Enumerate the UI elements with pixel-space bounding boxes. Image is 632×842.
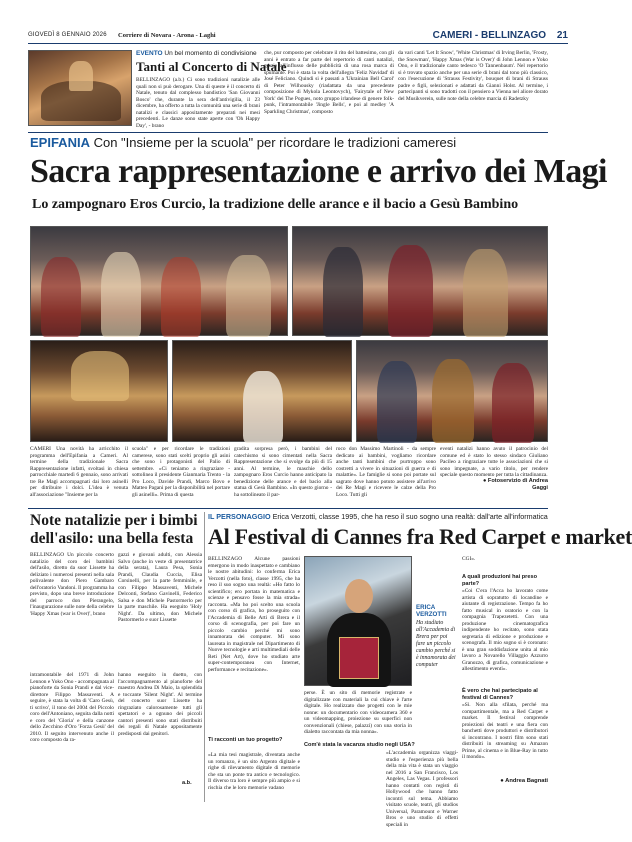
caption-name: ERICA VERZOTTI [416, 604, 447, 619]
nativity-photo-1 [30, 226, 288, 336]
cannes-col-3: «Coi C'era l'Acca ho lavorato come artista di sopratutto di locandine e aiutante di registrazione. Tempo fa ho fatto musical in oratorio e con la compagnia Trapezetetti. Con una produzione cinematografica indipendente ho recitato, sono stata segretaria di edizione e produzione e scenografa. Il mio sogno si è coronato: è una gran soddisfazione unita al mio lavoro a Novarello Villaggio Azzurro Granozzo, di grafica, comunicazione e allestimento eventi». [462, 588, 548, 672]
photo-credit: ● Fotoservizio di Andrea Gaggi [482, 478, 548, 491]
asilo-col-1: BELLINZAGO Un piccolo concerto natalizio del coro dei bambini dell'asilo, diretto da suor Lissette ha deliziato i numerosi presenti nella sala polivalente don Piero Gambaro dell'oratorio Vandoni. Il programma ha previsto, dopo una breve introduzione del parroco don Pierangelo, l'inaugurazione sulle note della celebre 'Happy Xmas (war is Over)', brano [30, 552, 114, 617]
epifania-col-1: CAMERI Una novità ha arricchito il programma dell'Epifania a Cameri. Al termine della tradizionale Sacra Rappresentazione infatti, svoltasi in chiesa parrocchiale martedì 6 gennaio, sono arrivati tre Re Magi accompagnati dai loro asinelli per ditribuire i dolci. L'idea è venuta all'associazione "Insieme per la [30, 446, 128, 498]
cannes-col-2: perse. È un sito di memorie registrate e digitalizzate con materiali la cui chiave è l'arte digitale. Ho realizzato due progetti con le mie nonne: un documentario con videocamera 360 e un videomapping, proiezione su superfici non convenzionali (chiese, palazzi) con una storia in dialetto raccontata da mia nonna». [304, 690, 412, 735]
cannes-col-3a: CGI». [462, 556, 476, 562]
cannes-question-4: È vero che hai partecipato al festival di Cannes? [462, 688, 538, 701]
concert-col-2: che, pur composto per celebrare il rito del battesimo, con gli anni è entrato a far parte del repertorio di canti natalizi, grazie all'influsso delle pubblicità di una rosa marca di spumante. Poi è stata la volta dell'allegra 'Feliz Navidad' di José Feliciano. Quindi si è passati a 'Ukrainian Bell Carol' di Peter Wilhousky (riadattata da una precedente composizione di Mykola Leontovych), 'Fairytale of New York' dei The Pogues, noto gruppo irlandese di genere folk-punk, l'intramontabile 'Jingle Bells', e poi al medley 'A Sparkling Christmas', composto [264, 50, 394, 115]
cannes-col-1b: «La mia tesi magistrale, diventata anche un romanzo, è un sito Argento digitale e righe di rilevamento digitale di memorie che sta un ponte tra antico e tecnologico. Il diverso tra loro è sempre più ampio e si rischia che le loro memorie vadano [208, 752, 300, 791]
column-rule [204, 512, 205, 802]
issue-date: GIOVEDÌ 8 GENNAIO 2026 [28, 32, 107, 38]
page-number: 21 [556, 30, 568, 41]
asilo-col-1b: intramontabile del 1971 di John Lennon e Yoko Ono - accompagnata al pianoforte da Sonia Prandi e dal vice-direttore Filippo Massaventi. A seguire, è stata la volta di 'Caro Gesù, ti scrivo', il tono del 2004 del Piccolo coro dell'Antoniano, seguita dalla notti e coro del 'Gloria' e della canzone dello Zecchino d'Oro 'Forza Gesù' del 2010. Il seguito intervenuto anche il coro composto da ra- [30, 672, 114, 743]
epifania-col-4: roco don Massimo Martinoli - da sempre dedicato ai bambini, vogliamo ricordare anche tanti bambini che purtroppo sono costretti a vivere in situazioni di guerra e di malattie». Le famiglie si sono poi portate sul sagrato dove hanno potuto assistere all'arrivo dei Re Magi e ricevere le calze della Pro Loco. Tutti gli [336, 446, 436, 498]
concert-title: Tanti al Concerto di Natale [136, 59, 287, 74]
cannes-kicker: IL PERSONAGGIO Erica Verzotti, classe 1995, che ha reso il suo sogno una realtà: dall'arte all'informatica [208, 512, 548, 521]
camera-icon: ● [482, 478, 488, 484]
cannes-col-3b: «Sì. Non alla sfilata, perché ma compartimentale, ma a Red Carpet e market. Il festival comprende proiezioni dei teatri e una fiera con banchetti dove produttori e distributori si incontrano. I nostri film sono stati distribuiti in streaming su Amazon Prime, al cinema e in Blue-Ray in tutto il mondo». [462, 702, 548, 760]
church-photo [30, 340, 168, 442]
divider [28, 132, 548, 133]
page-header [28, 30, 568, 44]
erica-verzotti-photo [304, 556, 412, 686]
epifania-col-3: gradita sorpresa però, i bambini del catechismo si sono cimentati nella Sacra Rappresentazione che si svolge da più di 15 anni. Al termine, le maschie dello zampognaro Eros Curcio hanno anticipato la benedizione delle arance e del bacio alla statua di Gesù Bambino. «In questo giorno - ha sottolineato il par- [234, 446, 332, 498]
asilo-title: Note natalizie per i bimbi dell'asilo: una bella festa [30, 512, 198, 547]
bullet-icon: ● [500, 778, 506, 784]
concert-photo [28, 50, 132, 126]
magi-photo-2 [356, 340, 548, 442]
epifania-kicker: EPIFANIA Con "Insieme per la scuola" per ricordare le tradizioni cameresi [30, 135, 457, 150]
epifania-subtitle: Lo zampognaro Eros Curcio, la tradizione delle arance e il bacio a Gesù Bambino [32, 197, 519, 212]
asilo-signature: a.b. [182, 780, 192, 786]
photo-caption: Ha studiato all'Accademia di Brera per poi fare un piccolo cambio perché si è innamorata dei computer [416, 620, 456, 668]
section-title: CAMERI - BELLINZAGO [432, 30, 546, 41]
asilo-col-2b: hanno eseguito in duetto, con l'accompagnamento al pianoforte del maestro Andrea Di Maio, la splendida e toccante 'Silent Night'. Al termine del concerto suor Lissette ha ringraziato calorosamente tutti gli spettatori e a ognuno dei piccoli cantori presenti sono stati distribuiti dei regali di Natale appositamente predisposti dai genitori. [118, 672, 202, 737]
epifania-title: Sacra rappresentazione e arrivo dei Magi [30, 153, 607, 190]
cannes-question-1: Ti racconti un tuo progetto? [208, 737, 283, 743]
concert-kicker: EVENTO Un bel momento di condivisione [136, 50, 257, 57]
cannes-question-2: Com'è stata la vacanza studio negli USA? [304, 742, 415, 748]
epifania-col-5: eventi natalizi hanno avuto il patrocinio del comune ed è stato lo stesso sindaco Giuliano Pacileo a ringraziare tutte le associazioni che si sono impegnate, a vario titolo, per rendere speciale questo momento per tutta la cittadinanza. [440, 446, 548, 478]
cannes-signature: ● Andrea Bagnati [500, 778, 548, 784]
priest-photo [172, 340, 352, 442]
magi-photo-1 [292, 226, 548, 336]
cannes-col-2c: «L'accademia organizza viaggi-studio e l'esperienza più bella della mia vita è stata un viaggio nel 2016 a San Francisco, Los Angeles, Las Vegas. I professori hanno contatti con registi di Hollywood che hanno fatto incontri sul tema. Abbiamo visitato scuole, teatri, gli studios Universal, Paramount e Warner Bros e uno studio di effetti speciali in [386, 750, 458, 828]
cannes-question-3: A quali produzioni hai preso parte? [462, 574, 537, 587]
cannes-col-1: BELLINZAGO Alcune passioni emergono in modo inaspettato e cambiano le nostre abitudini: lo conferma Erica Verzotti (nella foto), classe 1995, che ha reso il suo sogno una realtà: «Ho fatto lo scientifico; ero portata in matematica e scienze e pensavo fosse la mia strada» racconta. «Ma ho poi scelto una scuola con corso di grafica, ho proseguito con l'Accademia di Belle Arti di Brera e il corso di scenografia, per poi fare un piccolo cambio perché mi sono innamorata dei computer. Mi sono laureata in magistrale nel Dipartimento di Nuove tecnologie e arti multimediali delle Reti (Net Art), dove ho studiato arte super-contemporanea con Internet, performance e recitazione». [208, 556, 300, 673]
concert-col-3: da vari canti 'Let It Snow', 'White Christmas' di Irving Berlin, 'Frosty, the Snowman', 'Happy Xmas (War is Over)' di John Lennon e Yoko Ono, e il tradizionale canto tedesco 'O Tannenbaum'. Nel repertorio si è trovato spazio anche per una serie di brani dal tono più classico, con l'esecuzione di 'Strauss Festivity', bouquet di brani di Strauss padre e figli, selezionati e adattati da Gianni Holst. Al termine, i partecipanti si sono tradotti con il pensiero a Vienna nel aliore dorato del Musikverein, sulle note della celebre marcia di Radetzky [398, 50, 548, 102]
divider [28, 508, 548, 509]
concert-col-1: BELLINZAGO (a.b.) Ci sono tradizioni natalizie alle quali non si può derogare. Una di queste è il concerto di Natale, tenuto dal complesso bandistico 'San Giovanni Bosco' che, durante la sera dell'antivigilia, il 23 dicembre, ha offerto a tutta la comunità una serie di brani natalizi e classici appositamente preparati nei mesi precedenti. Le danze sono state aperte con 'Oh Happy Day', - brano [136, 77, 260, 129]
cannes-title: Al Festival di Cannes fra Red Carpet e market [208, 524, 632, 549]
asilo-col-2: gazzi e giovani adulti, con Alessia Salvo (anche in veste di presentatrice della serata), Laura Pesa, Sonia Prandi, Claudia Cuccia, Elisa Corsinelli, per la parte femminile, e con Filippo Massaventi, Michele Delconti, Stefano Gavinelli, Federico Salsa e don Michele Pastormerlo per la parte maschile. Ha eseguito 'Holy Night'. Da ultimo, don Michele Pastormerlo e suor Lissette [118, 552, 202, 623]
publication-name: Corriere di Novara - Arona - Laghi [118, 32, 216, 39]
epifania-col-2: scuola" e per ricordare le tradizioni camerese, sono stati scelti proprio gli asini che sono i protagonisti del Palio di settembre. «Ci teniamo a ringraziare - sottolinea il presidente Gianmaria Trento - la Pro Loco, Davide Prandi, Marco Bovo e Matteo Pagani per la disponibilità nel portare gli asinelli». Prima di questa [132, 446, 230, 498]
